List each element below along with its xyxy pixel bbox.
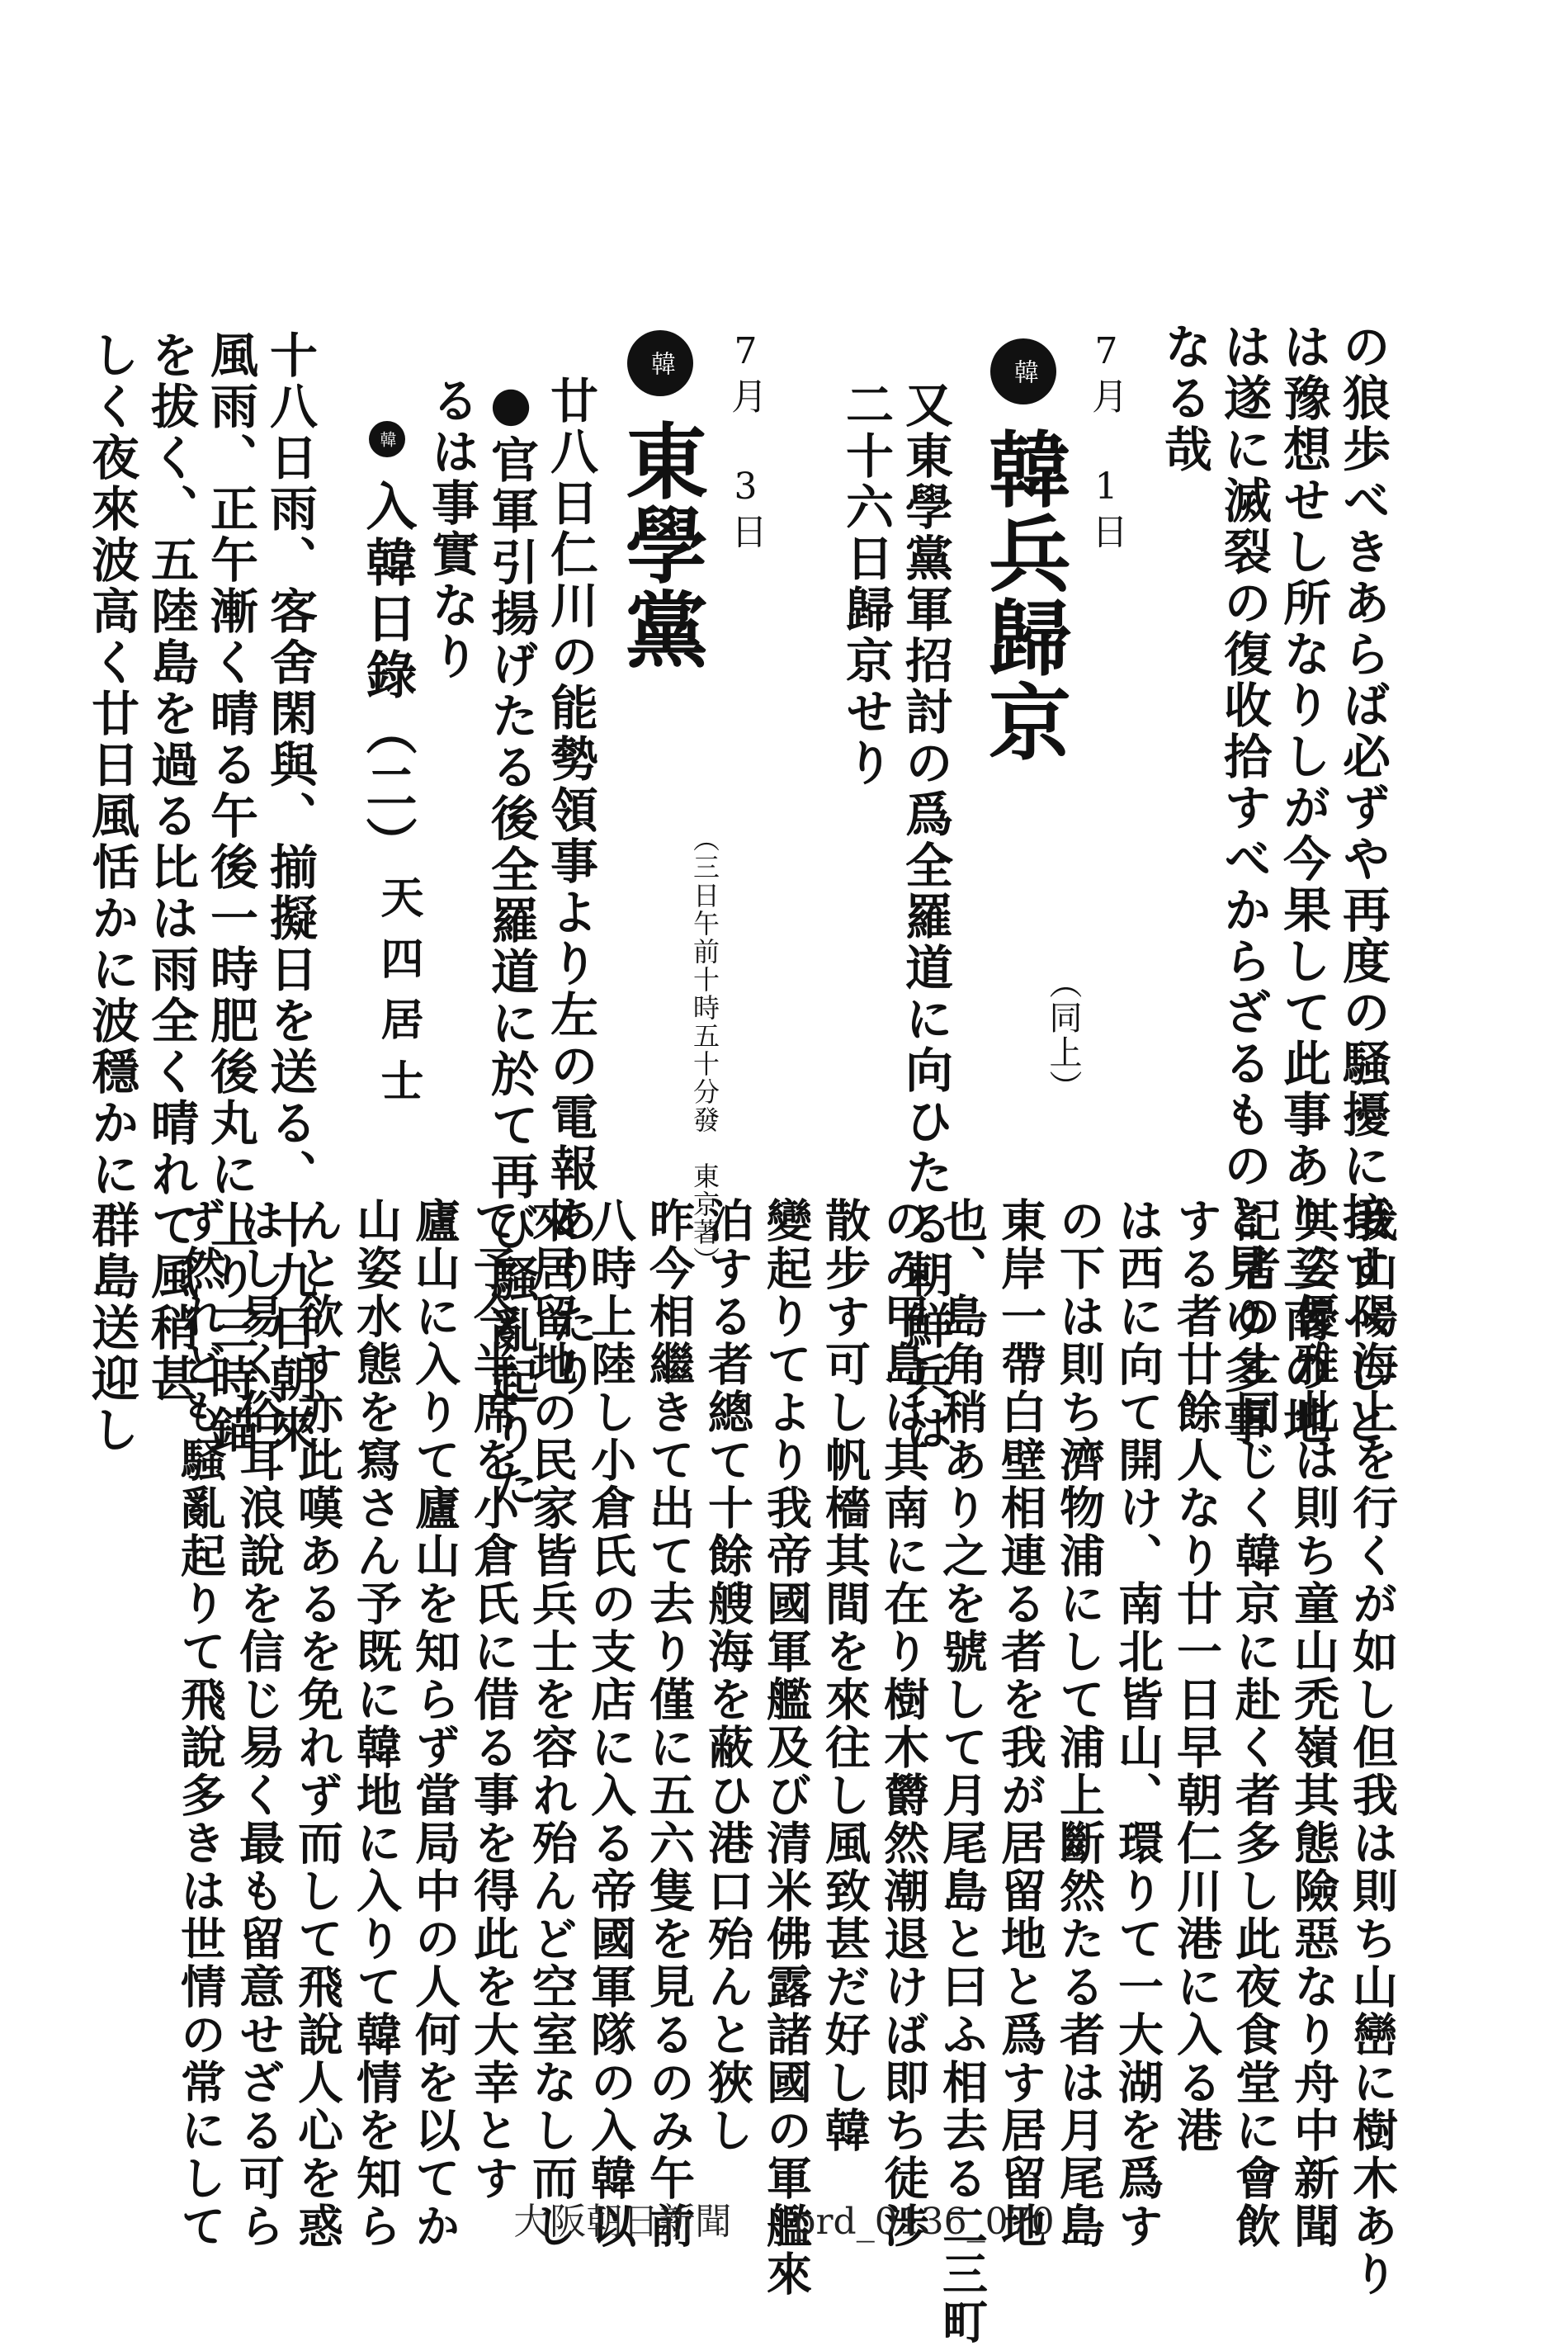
bottom-line-5: は西に向て開け、南北皆山、環りて一大湖を爲す [1111, 1197, 1164, 2250]
prev-article-line-1: の狼歩べきあらば必ずや再度の騒擾に接すべしと [1334, 322, 1391, 1448]
article1-line-2: 二十六日歸京せり [838, 380, 894, 789]
bottom-line-6: の下は則ち濟物浦にして浦上斷然たる者は月尾島 [1052, 1197, 1106, 2250]
bottom-line-4: する者廿餘人なり廿一日早朝仁川港に入る港 [1169, 1197, 1223, 2154]
korea-mark-icon: 韓 [990, 338, 1056, 404]
bottom-line-19: んと欲す亦此嘆あるを免れず而して飛說人心を惑 [290, 1197, 344, 2250]
article3-line-4: しく夜來波高く廿日風恬かに波穩かに群島送迎し [83, 330, 139, 1456]
bottom-line-3: 記者の士同じく韓京に赴く者多し此夜食堂に會飲 [1228, 1197, 1282, 2250]
article3-line-1: 十八日雨、客舍閑與、揃擬日を送る、十九日朝來 [262, 330, 318, 1456]
prev-article-line-3: は遂に滅裂の復收拾すべからざるものと見ゆ多事 [1216, 322, 1272, 1448]
article3-line-2: 風雨、正午漸く晴る午後一時肥後丸に上り三時錨 [202, 330, 258, 1456]
bottom-line-17: 廬山に入りて廬山を知らず當局中の人何を以てか [408, 1197, 461, 2250]
korea-mark-icon: 韓 [627, 330, 693, 396]
article2-line-3: るは事實なり [423, 376, 479, 683]
article1-line-1: 又東學黨軍招討の爲全羅道に向ひたる朝鮮兵は [897, 380, 953, 1454]
article3-heading [357, 421, 418, 873]
article3-headline: 入韓日錄（二） [357, 480, 418, 873]
article2-line-2: ●官軍引揚げたる後全羅道に於て再び騒亂起りた [483, 376, 539, 1510]
prev-article-line-2: は豫想せし所なりしが今果して此事あり三南の地 [1275, 322, 1331, 1448]
bottom-line-11: 變起りてより我帝國軍艦及び清米佛露諸國の軍艦來 [759, 1197, 813, 2298]
article2-headline: 東學黨 [612, 419, 709, 671]
article2-source: （三日午前十時五十分發 東京著） [689, 825, 720, 1275]
bottom-line-10: 散步す可し帆檣其間を來往し風致甚だ好し韓 [818, 1197, 871, 2154]
bottom-line-8: 也、島角稍あり之を號して月尾島と曰ふ相去る二三町 [935, 1197, 989, 2346]
article3-line-3: を拔く、五陸島を過る比は雨全く晴れて風稍甚 [143, 330, 199, 1405]
article1-headline: 韓兵歸京 [975, 427, 1072, 764]
page-code: prd_0136_070 [792, 2201, 1055, 2243]
article2-line-1: 廿八日仁川の能勢領事より左の電報ありたり [542, 376, 598, 1399]
bottom-line-12: 泊する者總て十餘艘海を蔽ひ港口殆んと狹し [701, 1197, 754, 2154]
bottom-line-9: のみ甲島は其南に在り樹木欝然潮退けば即ち徒渉 [876, 1197, 930, 2250]
article1-heading [975, 338, 1072, 764]
korea-mark-icon: 韓 [369, 421, 405, 457]
page-footer [0, 2192, 1568, 2244]
article2-heading [612, 330, 709, 671]
article3-author: 天四居士 [373, 875, 423, 1119]
prev-article-line-4: なる哉 [1156, 322, 1212, 475]
bottom-line-16: て予今半席を小倉氏に借る事を得此を大幸とす [466, 1197, 520, 2202]
article1-date: 7月 1日 [1085, 330, 1127, 554]
bottom-line-21: ず然れども騒亂起りて飛說多きは世情の常にして [173, 1197, 227, 2250]
article2-date: 7月 3日 [725, 330, 767, 554]
bottom-line-2: 其姿優雅此は則ち童山禿嶺其態險惡なり舟中新聞 [1287, 1197, 1340, 2250]
article1-source: （同上） [1044, 966, 1082, 1104]
bottom-line-18: 山姿水態を寫さん予既に韓地に入りて韓情を知ら [349, 1197, 403, 2250]
bottom-line-14: 八時上陸し小倉氏の支店に入る帝國軍隊の入韓以 [583, 1197, 637, 2250]
bottom-line-7: 東岸一帶白壁相連る者を我が居留地と爲す居留地 [994, 1197, 1047, 2250]
bottom-line-15: 來居留地の民家皆兵士を容れ殆んど空室なし而し [525, 1197, 579, 2250]
bottom-line-1: 我山陽海上を行くが如し但我は則ち山巒に樹木あり [1345, 1197, 1399, 2298]
bottom-line-13: 昨今相繼きて出て去り僅に五六隻を見るのみ午前 [642, 1197, 696, 2250]
newspaper-name: 大阪朝日新聞 [513, 2201, 732, 2243]
bottom-line-20: はし易く俗耳浪說を信じ易く最も留意せざる可ら [232, 1197, 286, 2250]
